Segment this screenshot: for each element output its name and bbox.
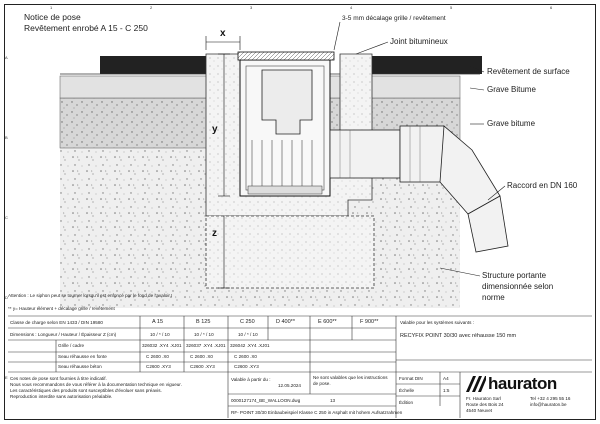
fonte-c250: C 2600 .X0 [234,354,257,359]
classe-c250: C 250 [240,319,255,325]
beton-a15: C2600 .XY3 [146,364,171,369]
grid-label-top-1: 1 [50,5,53,10]
callout-revetement: Revêtement de surface [487,67,570,76]
note-attention: Attention : Le siphon peut se tourner lorsqu'il est enfoncé par le fond de l'avaloir ! [8,293,173,298]
dim-b125: 10 / * / 10 [194,332,214,337]
left-note-2: Nous vous recommandons de vous référer à la documentation technique en vigueur. [10,382,182,387]
format-value: A4 [443,376,449,381]
edition-label: Édition [399,400,414,405]
grid-label-side-c: C [5,215,8,220]
scale-value: 1:5 [443,388,450,393]
grid-label-top-6: 6 [550,5,553,10]
dim-a15: 10 / * / 10 [150,332,170,337]
dim-c250: 10 / * / 10 [238,332,258,337]
grating [238,52,334,60]
grille-c250: 326042 .XY4 .XJ01 [230,343,270,348]
title-line-1: Notice de pose [24,12,81,22]
row-label-classe: Classe de charge selon EN 1433 / DIN 19580 [10,320,103,325]
company-line-1: Fr. Hauraton Sarl [466,396,501,401]
systems-label: Valable pour les systèmes suivants : [400,320,474,325]
scale-label: Échelle [399,388,415,393]
footer-text: RF- POINT 30/30 Einbaubeispiel Klasse C 250 in Asphalt mit hohem Aufsatzrahmen [231,410,403,415]
brand-name: hauraton [488,374,557,393]
grid-label-top-4: 4 [350,5,353,10]
page-number: 13 [330,398,336,403]
grid-label-side-b: B [5,135,8,140]
grid-label-side-d: D [5,295,8,300]
dimension-z: z [212,228,217,239]
row-label-grille: Grille / cadre [58,343,85,348]
callout-structure-2: dimensionnée selon [482,282,554,291]
left-note-3: Les caractéristiques des produits sont susceptibles d'évoluer sans préavis. [10,388,162,393]
fonte-a15: C 2600 .X0 [146,354,169,359]
valid-date: 12.05.2024 [278,383,301,388]
classe-d400: D 400** [276,319,295,325]
foundation [206,216,374,288]
callout-decalage: 3-5 mm décalage grille / revêtement [342,15,446,22]
classe-a15: A 15 [152,319,164,325]
company-email: info@hauraton.be [530,402,567,407]
grid-label-top-2: 2 [150,5,153,10]
format-label: Format DIN [399,376,423,381]
row-label-dimensions: Dimensions : Longueur / Hauteur / Épaisseur Z (cm) [10,332,117,337]
callout-grave-bitume-2: Grave bitume [487,119,536,128]
company-line-3: 4540 Neuvet [466,408,493,413]
row-label-beton: Seau réhausse béton [58,364,102,369]
systems-value: RECYFIX POINT 30/30 avec réhausse 150 mm [400,333,517,339]
surface-layer-right [372,56,482,74]
grille-b125: 326037 .XY4 .XJ01 [186,343,226,348]
title-line-2: Revêtement enrobé A 15 - C 250 [24,23,148,33]
grid-label-side-e: E [5,375,8,380]
company-line-2: Route des Bois 24 [466,402,504,407]
beton-c250: C2600 .XY3 [234,364,259,369]
dimension-x: x [220,28,226,39]
callout-grave-bitume-1: Grave Bitume [487,85,536,94]
left-note-1: Ces notes de pose sont fournies à titre indicatif. [10,376,107,381]
classe-b125: B 125 [196,319,211,325]
left-note-4: Reproduction interdite sans autorisation préalable. [10,394,113,399]
note-hauteur: ** y= Hauteur élément + décalage grille / revêtement [8,306,115,311]
surface-layer-left [100,56,210,74]
grid-label-top-5: 5 [450,5,453,10]
file-name: 0000127174_BE_WALLOON.dwg [231,398,301,403]
valid-label: Valable à partir du : [231,377,271,382]
row-label-fonte: Seau réhausse en fonte [58,354,107,359]
callout-joint: Joint bitumineux [390,37,448,46]
fonte-b125: C 2600 .X0 [190,354,213,359]
grid-label-top-3: 3 [250,5,253,10]
not-valid-note: Ne sont valables que les instructions de pose. [313,375,388,386]
dimension-y: y [212,124,218,135]
callout-raccord: Raccord en DN 160 [507,181,578,190]
callout-structure-3: norme [482,293,505,302]
company-phone: Tel +32 4 295 55 16 [530,396,571,401]
grille-a15: 326032 .XY4 .XJ01 [142,343,182,348]
hauraton-logo-icon [466,376,486,392]
callout-structure-1: Structure portante [482,271,547,280]
classe-e600: E 600** [318,319,337,325]
grid-label-side-a: A [5,55,8,60]
beton-b125: C2600 .XY3 [190,364,215,369]
classe-f900: F 900** [360,319,379,325]
